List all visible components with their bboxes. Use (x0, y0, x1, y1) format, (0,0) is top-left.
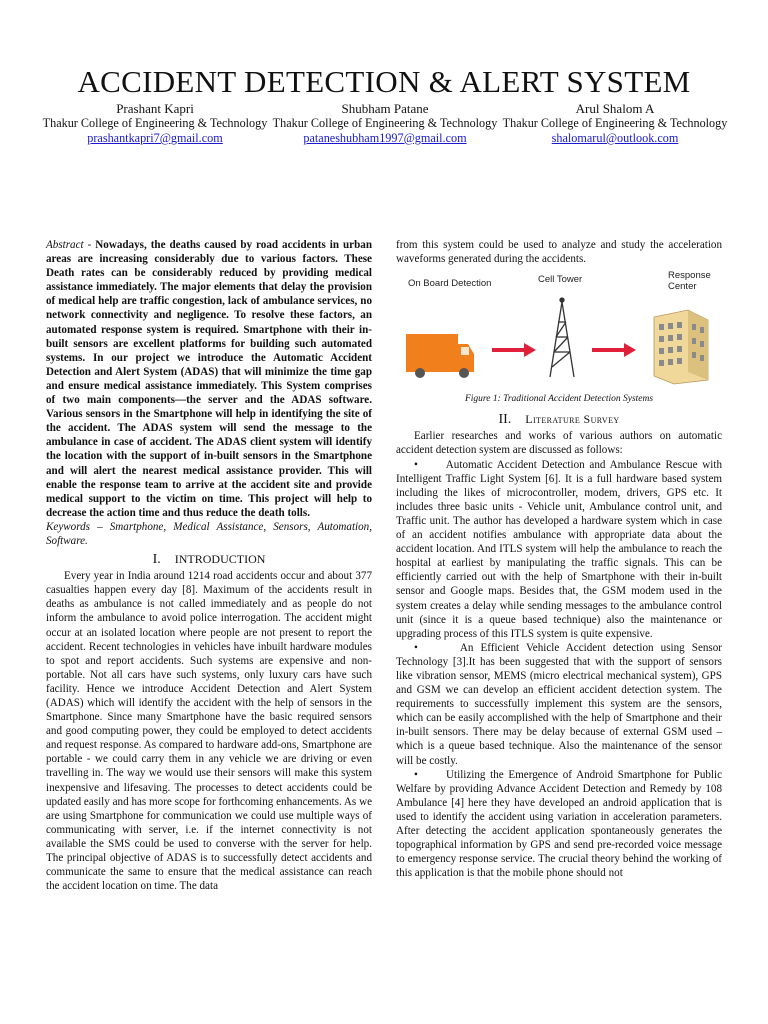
bullet-symbol: • (414, 768, 418, 781)
abstract: Abstract - Nowadays, the deaths caused by road accidents in urban areas are increasing considerably due to various factors. These Death rates can be considerably reduced by providing medical assistance immediately. The major elements that delay the provision of medical help are traffic congestion, lack of ambulance services, no network connectivity and negligence. To resolve these factors, an automated response system is required. Smartphone with their in-built sensors are excellent platforms for building such automated systems. In our project we introduce the Automatic Accident Detection and Alert System (ADAS) that will minimize the time gap and ensure medical assistance immediately. This System comprises of two main components—the server and the ADAS software. Various sensors in the Smartphone will help in identifying the site of the accident. The ADAS system will send the message to the ambulance in case of accident. The ADAS client system will identify the location with the support of in-built sensors in the Smartphone and will alert the nearest medical assistance provider. This will enable the response team to arrive at the accident site and provide medical support to the victim on time. This project will help to decrease the action time and thus reduce the death tolls. (46, 239, 372, 519)
author-affiliation: Thakur College of Engineering & Technology (42, 116, 268, 130)
keywords: Keywords – Smartphone, Medical Assistance, Sensors, Automation, Software. (46, 520, 372, 547)
arrow-icon (592, 343, 636, 357)
literature-bullet-2 (396, 641, 722, 768)
cell-tower-icon (550, 298, 574, 377)
bullet-text: Utilizing the Emergence of Android Smartphone for Public Welfare by providing Advance Accident Detection and Remedy by 108 Ambulance [4] here they have developed an android application that is used to identify the accident using variation in acceleration parameters. After detecting the accident application spontaneously generates the topographical information by GPS and send pre-recorded voice message to emergency response service. The crucial theory behind the working of this application is that the mobile phone should not (396, 768, 723, 880)
introduction-continuation: from this system could be used to analyze and study the acceleration waveforms generated during the accidents. (396, 239, 722, 266)
author-3 (500, 102, 730, 145)
left-column (46, 238, 372, 893)
bullet-symbol: • (414, 458, 418, 471)
label-cell-tower: Cell Tower (538, 274, 583, 286)
arrow-icon (492, 343, 536, 357)
literature-bullet-1 (396, 458, 722, 641)
author-email-link[interactable]: pataneshubham1997@gmail.com (303, 131, 467, 145)
bullet-text: An Efficient Vehicle Accident detection using Sensor Technology [3].It has been suggested that with the support of sensors like vibration sensor, MEMS (micro electrical mechanical system), GPS and GSM we can develop an efficient accident detection system. The requirements to successfully implement this system are the sensors, which can be easily accomplished with the help of Smartphone and their in-built sensors. There may be delay because of external GSM used – which is a queue based technique. Also the maintenance of the sensor will be costly. (396, 641, 722, 767)
author-affiliation: Thakur College of Engineering & Technology (272, 116, 498, 130)
section-title: INTRODUCTION (174, 552, 266, 567)
section-title: Literature Survey (525, 412, 620, 427)
author-block (40, 102, 730, 162)
label-response-center: Response Center (668, 270, 711, 293)
truck-icon (406, 334, 474, 378)
bullet-symbol: • (414, 641, 418, 654)
introduction-paragraph: Every year in India around 1214 road accidents occur and about 377 casualties happen every day [8]. Maximum of the accidents result in deaths as ambulance is not called immediately and as people do not inform the ambulance to avoid police interrogation. The accident might occur at an isolated location where people are not present to report the accident. Recent technologies in vehicles have inbuilt hardware modules to spot and report accidents. Such systems are expensive and non-portable. Not all cars have such systems, only luxury cars have such facility. Hence we introduce Accident Detection and Alert System (ADAS) which will identify the accident with the help of sensors in the Smartphone. Since many Smartphone have the basic required sensors and good computing power, they could be employed to detect accidents and request response. As compared to hardware add-ons, Smartphone are portable - we could carry them in any vehicle we are driving or even travelling in. The way we would use their sensors will make this system inexpensive and lifesaving. The processes to detect accidents could be updated easily and has more scope for forthcoming enhancements. As we are using Smartphone for communication we could use multiple ways of communicating with server, i.e. if the internet connectivity is not available the SMS could be used to converse with the server for help. The principal objective of ADAS is to successfully detect accidents and communicate the same to ensure that the medical assistance can reach the accident location on time. The data (46, 570, 372, 893)
bullet-text: Automatic Accident Detection and Ambulance Rescue with Intelligent Traffic Light System [6]. It is a full hardware based system including the likes of microcontroller, modem, drivers, GPS etc. It includes three basic units - Vehicle unit, Ambulance control unit, and Traffic unit. The author has developed a hardware system which in case of an accident notifies ambulance with appropriate data about the accident location. And ITLS system will help the ambulance to reach the hospital at earliest by manipulating the traffic signals. This can be efficiently carried out with the help of Smartphone with their in-built sensor and Google maps. Besides that, the GSM modem used in the system creates a delay while sending messages to the ambulance control unit (since it is a queue based technique) also the maintenance or upgrading process of this ITLS system is quite expensive. (396, 458, 722, 640)
section-number: I. (152, 552, 161, 568)
abstract-label: Abstract (46, 239, 84, 251)
right-column (396, 238, 722, 880)
figure-traditional-detection (396, 272, 722, 390)
section-number: II. (498, 412, 512, 428)
author-name: Shubham Patane (341, 101, 429, 116)
author-email-link[interactable]: shalomarul@outlook.com (551, 131, 679, 145)
author-2 (270, 102, 500, 145)
section-heading-literature-survey (396, 412, 722, 427)
author-name: Prashant Kapri (116, 101, 194, 116)
building-icon (654, 310, 708, 384)
paper-title: ACCIDENT DETECTION & ALERT SYSTEM (77, 64, 691, 99)
author-email-link[interactable]: prashantkapri7@gmail.com (87, 131, 223, 145)
author-name: Arul Shalom A (575, 101, 655, 116)
author-affiliation: Thakur College of Engineering & Technology (502, 116, 728, 130)
section-heading-introduction (46, 552, 372, 567)
literature-intro: Earlier researches and works of various authors on automatic accident detection system are discussed as follows: (396, 430, 722, 457)
literature-bullet-3 (396, 768, 722, 881)
abstract-text: Nowadays, the deaths caused by road accidents in urban areas are increasing considerably due to various factors. These Death rates can be considerably reduced by providing medical assistance immediately. The major elements that delay the provision of medical help are traffic congestion, lack of ambulance services, no network connectivity and negligence. To resolve these factors, an automated response system is required. Smartphone with their in-built sensors are excellent platforms for building such automated systems. In our project we introduce the Automatic Accident Detection and Alert System (ADAS) that will minimize the time gap and ensure medical assistance immediately. This System comprises of two main components—the server and the ADAS software. Various sensors in the Smartphone will help in identifying the site of the accident. The ADAS system will send the message to the ambulance in case of accident. The ADAS client system will identify the location with the support of in-built sensors in the Smartphone and will alert the nearest medical assistance provider. This will enable the response team to arrive at the accident site and provide medical support to the victim on time. This project will help to decrease the action time and thus reduce the death tolls. (46, 239, 372, 519)
figure-caption: Figure 1: Traditional Accident Detection Systems (464, 394, 654, 405)
author-1 (40, 102, 270, 145)
label-on-board-detection: On Board Detection (408, 278, 492, 290)
